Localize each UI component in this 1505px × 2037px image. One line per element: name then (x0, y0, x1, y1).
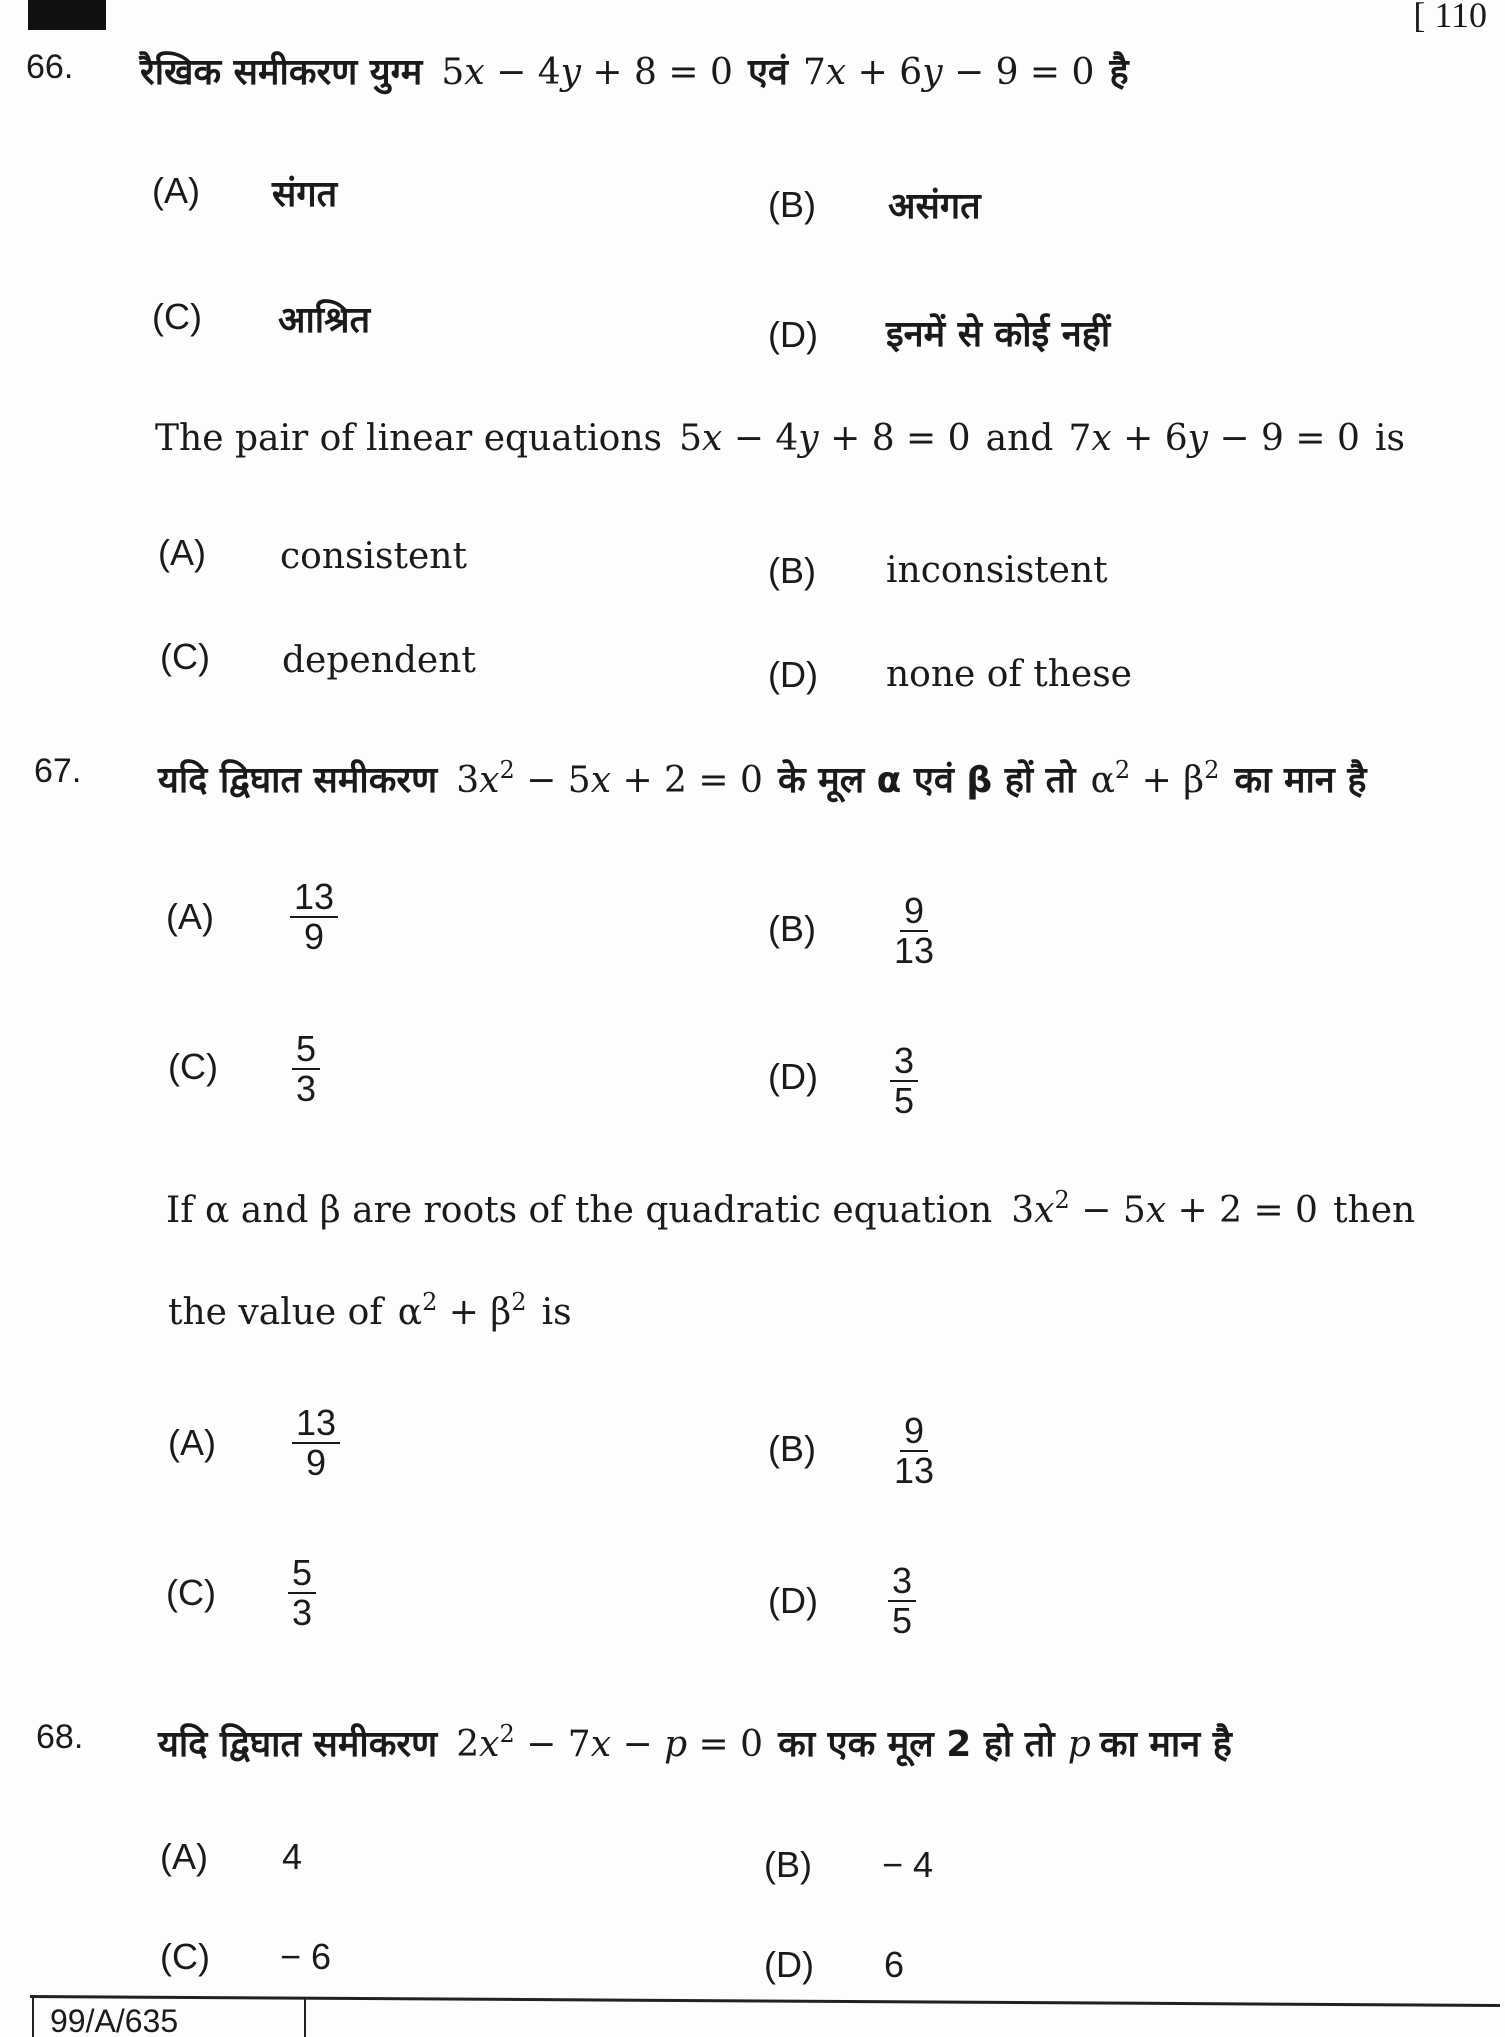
q66-hindi-suffix: है (1109, 52, 1129, 93)
q66-en-option-b-text[interactable]: inconsistent (886, 550, 1108, 591)
q66-hindi-eq1: 5x − 4y + 8 = 0 (441, 52, 733, 93)
page-number-value: 110 (1434, 0, 1487, 35)
denominator: 3 (292, 1592, 313, 1633)
q66-english-eq1: 5x − 4y + 8 = 0 (679, 418, 971, 459)
q68-option-a-text[interactable]: 4 (282, 1836, 303, 1877)
q66-hindi-prefix: रैखिक समीकरण युग्म (140, 52, 423, 93)
q67-english-eq: $3x^2 - 5x + 2 = 0$ (1011, 1186, 1318, 1231)
q66-en-option-a-text[interactable]: consistent (280, 536, 467, 577)
question-number-68: 68. (36, 1718, 84, 1756)
q67-en-option-b-label: (B) (768, 1428, 816, 1469)
numerator: 3 (888, 1562, 916, 1602)
q66-hi-option-a-label: (A) (152, 170, 200, 211)
question-number-66: 66. (26, 48, 74, 86)
q66-en-option-a-label: (A) (158, 532, 206, 573)
q67-hindi-stem (158, 754, 1366, 803)
q66-hi-option-b-label: (B) (768, 184, 816, 225)
q67-english-line2-suffix: is (541, 1292, 572, 1333)
q67-hindi-suffix: का मान है (1234, 760, 1367, 801)
footer-code-box (32, 1997, 306, 2037)
numerator: 13 (292, 1404, 340, 1444)
denominator: 9 (304, 916, 325, 957)
q68-hindi-stem (158, 1718, 1232, 1767)
q67-english-stem-line2 (168, 1288, 572, 1333)
q67-hindi-eq: $3x^2 - 5x + 2 = 0$ (456, 756, 763, 801)
q67-en-option-c-fraction[interactable] (288, 1554, 316, 1632)
section-marker-block (28, 0, 106, 30)
q66-hi-option-c-text[interactable]: आश्रित (278, 300, 371, 341)
q67-en-option-a-fraction[interactable] (292, 1404, 340, 1482)
page-number: [ 110 (1413, 0, 1487, 36)
q66-en-option-d-text[interactable]: none of these (886, 654, 1132, 695)
q66-hindi-mid: एवं (747, 52, 788, 93)
q67-hi-option-b-label: (B) (768, 908, 816, 949)
q67-hi-option-b-fraction[interactable] (890, 892, 938, 970)
q66-hi-option-d-label: (D) (768, 314, 818, 355)
q68-option-c-label: (C) (160, 1936, 210, 1977)
q67-en-option-a-label: (A) (168, 1422, 216, 1463)
denominator: 13 (894, 930, 935, 971)
q66-english-eq2: 7x + 6y − 9 = 0 (1068, 418, 1360, 459)
denominator: 9 (306, 1442, 327, 1483)
q68-option-d-text[interactable]: 6 (884, 1944, 905, 1985)
q67-english-line1-prefix: If α and β are roots of the quadratic equation (166, 1190, 993, 1231)
q66-hindi-stem (140, 46, 1129, 95)
q68-option-b-label: (B) (764, 1844, 812, 1885)
numerator: 5 (292, 1030, 320, 1070)
denominator: 3 (296, 1068, 317, 1109)
q66-hi-option-b-text[interactable]: असंगत (888, 186, 981, 227)
q67-english-line1-suffix: then (1333, 1190, 1416, 1231)
numerator: 3 (890, 1042, 918, 1082)
q67-hindi-expr: $\alpha^2 + \beta^2$ (1090, 756, 1220, 801)
q67-en-option-c-label: (C) (166, 1572, 216, 1613)
q67-english-expr: $\alpha^2 + \beta^2$ (397, 1288, 527, 1333)
denominator: 13 (894, 1450, 935, 1491)
q68-hindi-var: p (1067, 1724, 1091, 1765)
q67-hi-option-d-label: (D) (768, 1056, 818, 1097)
numerator: 9 (900, 1412, 928, 1452)
q67-hindi-mid: के मूल α एवं β हों तो (778, 760, 1076, 801)
q68-hindi-mid: का एक मूल 2 हो तो (778, 1724, 1055, 1765)
q67-english-stem-line1 (166, 1186, 1416, 1231)
q66-english-mid: and (985, 418, 1054, 459)
q68-option-a-label: (A) (160, 1836, 208, 1877)
q67-hi-option-c-label: (C) (168, 1046, 218, 1087)
q66-en-option-b-label: (B) (768, 550, 816, 591)
q68-hindi-eq: $2x^2 - 7x - p = 0$ (456, 1720, 764, 1765)
denominator: 5 (892, 1600, 913, 1641)
q68-option-c-text[interactable]: − 6 (280, 1936, 332, 1977)
q68-option-d-label: (D) (764, 1944, 814, 1985)
q67-en-option-d-label: (D) (768, 1580, 818, 1621)
q66-english-prefix: The pair of linear equations (155, 418, 663, 459)
q68-option-b-text[interactable]: − 4 (882, 1844, 934, 1885)
q66-en-option-c-text[interactable]: dependent (282, 640, 476, 681)
q66-english-suffix: is (1375, 418, 1405, 459)
q67-hi-option-a-fraction[interactable] (290, 878, 338, 956)
denominator: 5 (894, 1080, 915, 1121)
q66-hi-option-c-label: (C) (152, 296, 202, 337)
q66-english-stem (155, 418, 1405, 459)
numerator: 5 (288, 1554, 316, 1594)
q67-en-option-b-fraction[interactable] (890, 1412, 938, 1490)
numerator: 13 (290, 878, 338, 918)
q68-hindi-prefix: यदि द्विघात समीकरण (158, 1724, 438, 1765)
numerator: 9 (900, 892, 928, 932)
q66-hi-option-d-text[interactable]: इनमें से कोई नहीं (886, 314, 1111, 355)
q66-hindi-eq2: 7x + 6y − 9 = 0 (803, 52, 1095, 93)
question-number-67: 67. (34, 752, 82, 790)
q67-hi-option-c-fraction[interactable] (292, 1030, 320, 1108)
q66-en-option-c-label: (C) (160, 636, 210, 677)
q66-en-option-d-label: (D) (768, 654, 818, 695)
q68-hindi-suffix: का मान है (1099, 1724, 1232, 1765)
q67-hi-option-a-label: (A) (166, 896, 214, 937)
q67-hindi-prefix: यदि द्विघात समीकरण (158, 760, 438, 801)
q67-en-option-d-fraction[interactable] (888, 1562, 916, 1640)
q67-hi-option-d-fraction[interactable] (890, 1042, 918, 1120)
footer-code: 99/A/635 (50, 2003, 179, 2037)
q67-english-line2-prefix: the value of (168, 1292, 383, 1333)
q66-hi-option-a-text[interactable]: संगत (272, 174, 338, 215)
